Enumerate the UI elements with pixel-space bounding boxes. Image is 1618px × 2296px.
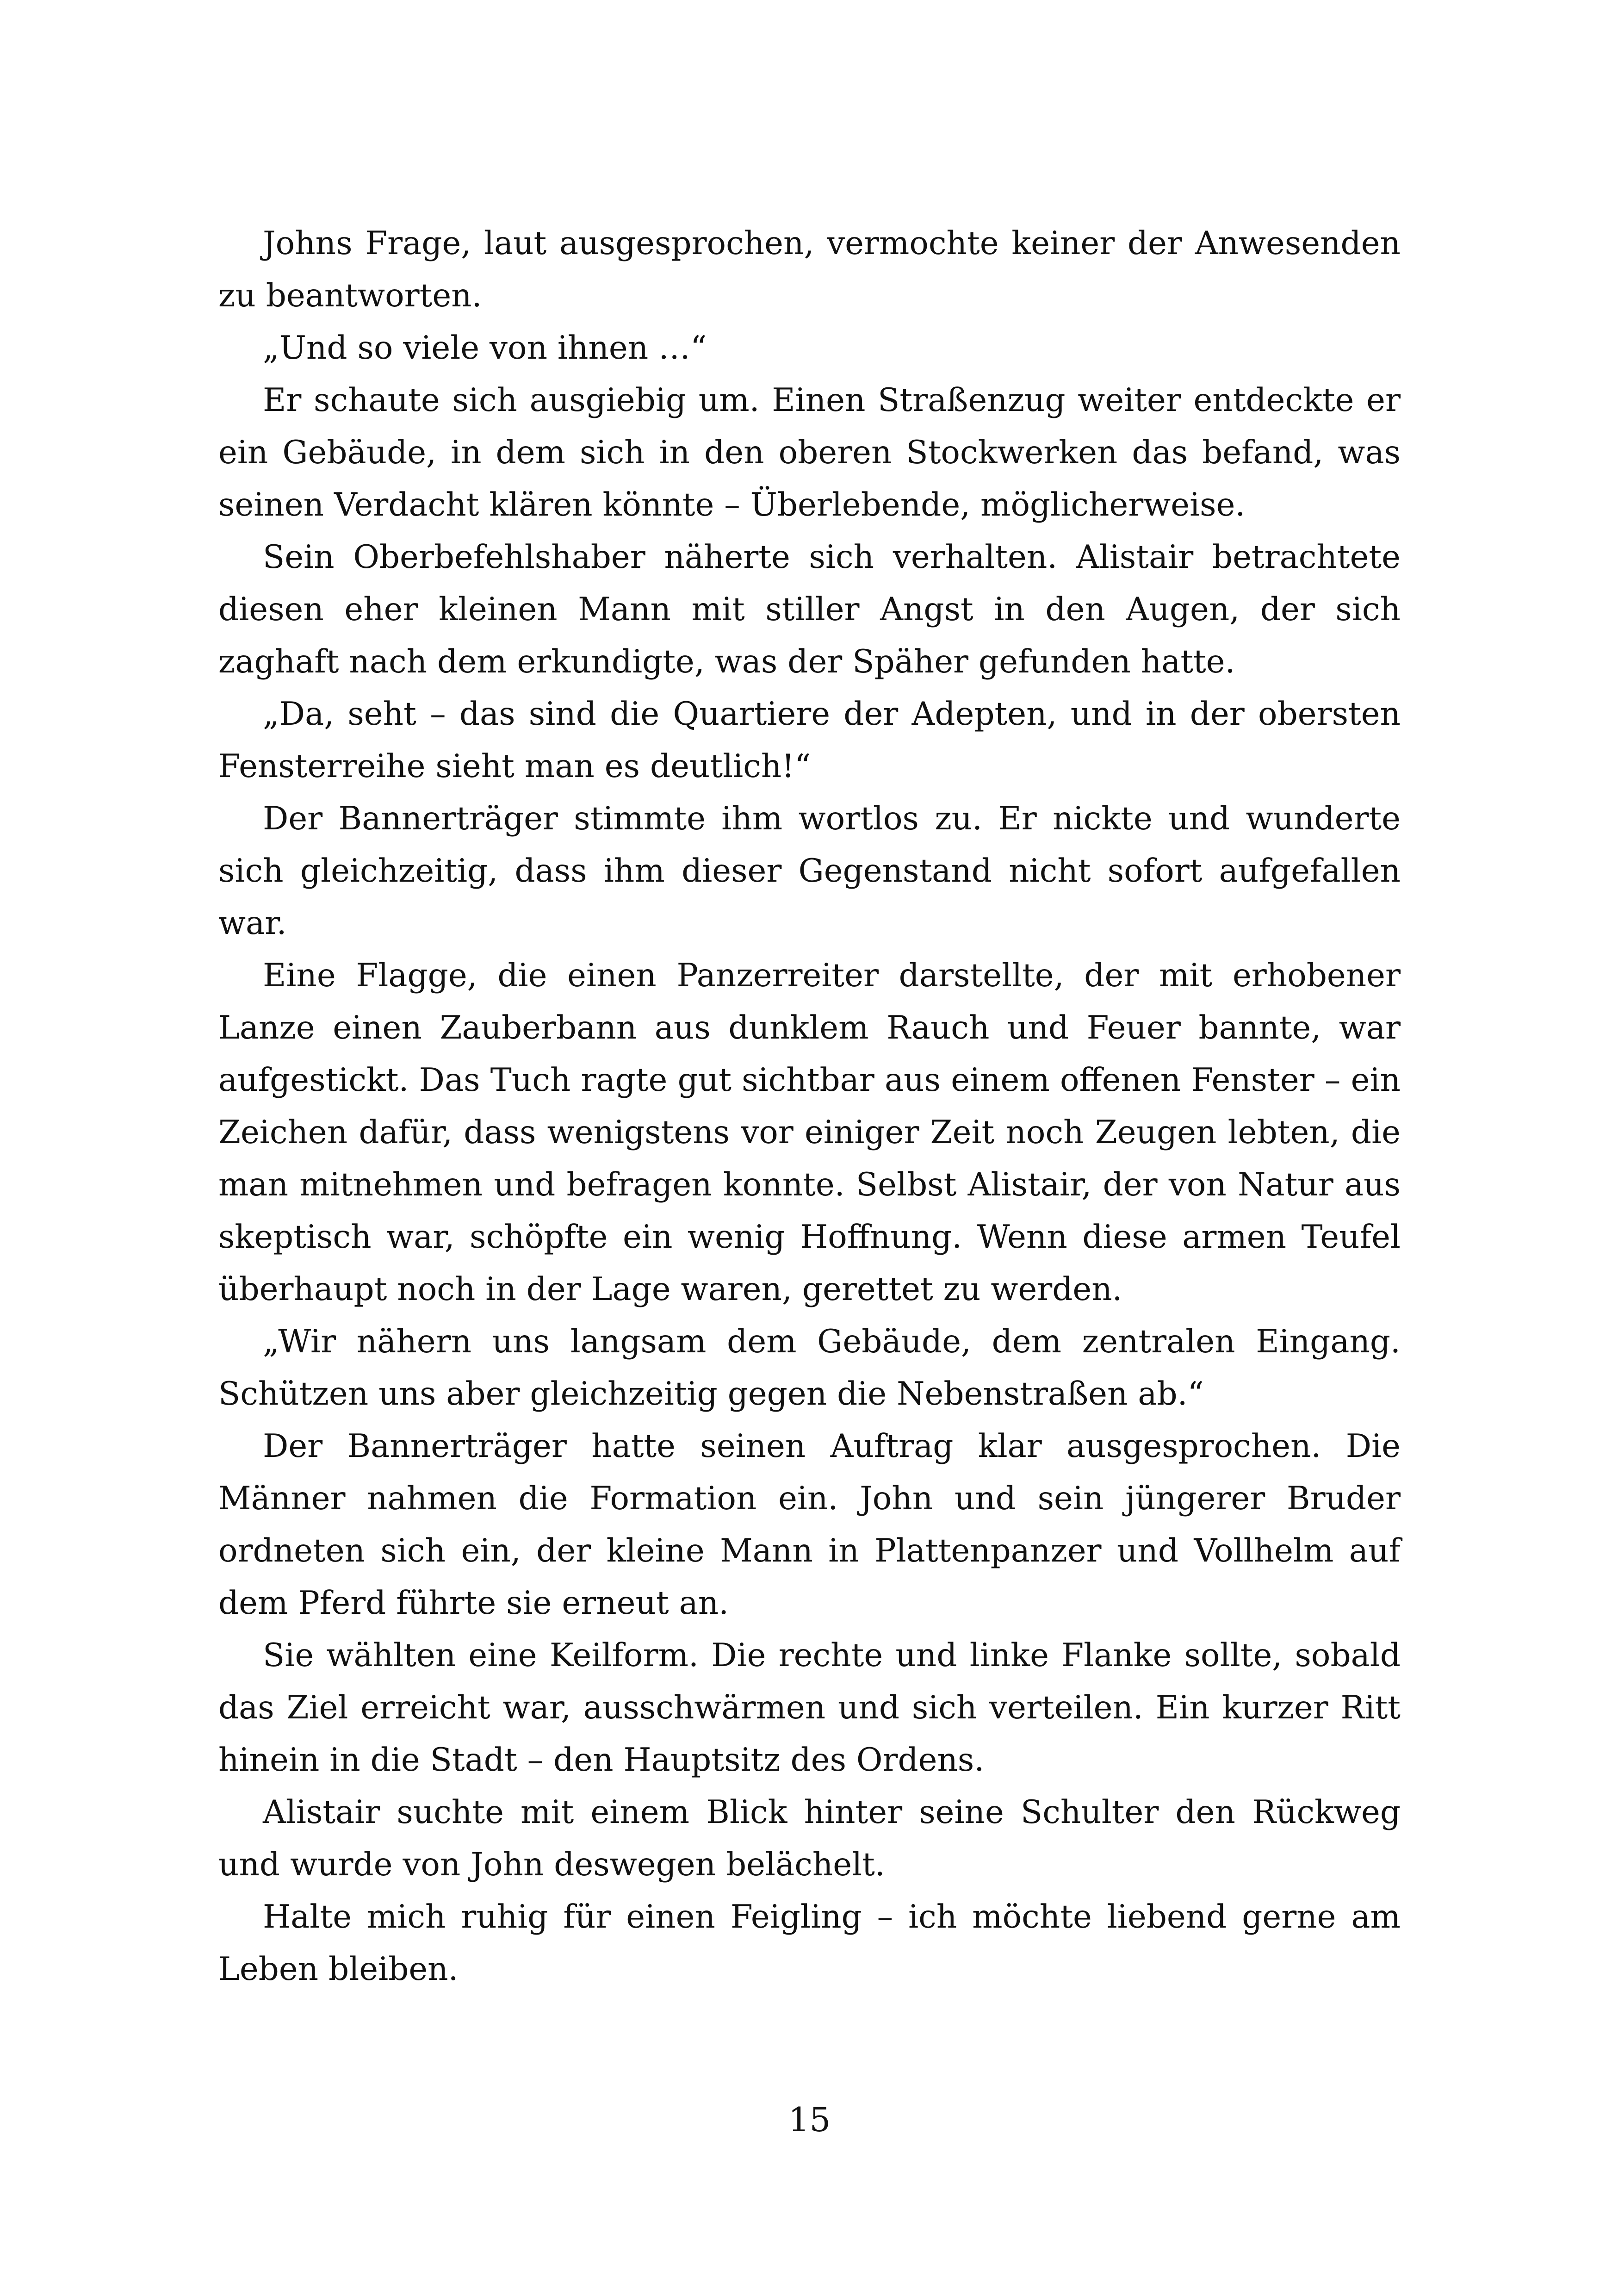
paragraph: „Und so viele von ihnen …“ xyxy=(263,330,707,367)
paragraph: Johns Frage, laut ausgesprochen, vermochte keiner der Anwesenden zu beantworten. xyxy=(218,225,1401,314)
paragraph: „Wir nähern uns langsam dem Gebäude, dem zentralen Eingang. Schützen uns aber gleichzeitig gegen die Nebenstraßen ab.“ xyxy=(218,1323,1401,1412)
paragraph: Er schaute sich ausgiebig um. Einen Straßenzug weiter entdeckte er ein Gebäude, in dem sich in den oberen Stockwerken das befand, was seinen Verdacht klären könnte – Überlebende, möglicherweise. xyxy=(218,382,1401,523)
paragraph: Alistair suchte mit einem Blick hinter seine Schulter den Rückweg und wurde von John deswegen belächelt. xyxy=(218,1794,1401,1883)
page-number: 15 xyxy=(788,2100,831,2139)
paragraph: Sie wählten eine Keilform. Die rechte und linke Flanke sollte, sobald das Ziel erreicht war, ausschwärmen und sich verteilen. Ein kurzer Ritt hinein in die Stadt – den Hauptsitz des Ordens. xyxy=(218,1637,1401,1779)
body-text xyxy=(218,218,1401,1996)
paragraph: Halte mich ruhig für einen Feigling – ich möchte liebend gerne am Leben bleiben. xyxy=(218,1898,1401,1988)
paragraph: Sein Oberbefehlshaber näherte sich verhalten. Alistair betrachtete diesen eher kleinen Mann mit stiller Angst in den Augen, der sich zaghaft nach dem erkundigte, was der Späher gefunden hatte. xyxy=(218,539,1401,680)
paragraph: Eine Flagge, die einen Panzerreiter darstellte, der mit erhobener Lanze einen Zauberbann aus dunklem Rauch und Feuer bannte, war aufgestickt. Das Tuch ragte gut sichtbar aus einem offenen Fenster – ein Zeichen dafür, dass wenigstens vor einiger Zeit noch Zeugen lebten, die man mitnehmen und befragen konnte. Selbst Alistair, der von Natur aus skeptisch war, schöpfte ein wenig Hoffnung. Wenn diese armen Teufel überhaupt noch in der Lage waren, gerettet zu werden. xyxy=(218,957,1401,1308)
book-page xyxy=(218,0,1401,2296)
paragraph: „Da, seht – das sind die Quartiere der Adepten, und in der obersten Fensterreihe sieht man es deutlich!“ xyxy=(218,696,1401,785)
paragraph: Der Bannerträger hatte seinen Auftrag klar ausgesprochen. Die Männer nahmen die Formation ein. John und sein jüngerer Bruder ordneten sich ein, der kleine Mann in Plattenpanzer und Vollhelm auf dem Pferd führte sie erneut an. xyxy=(218,1428,1401,1622)
paragraph: Der Bannerträger stimmte ihm wortlos zu. Er nickte und wunderte sich gleichzeitig, dass ihm dieser Gegenstand nicht sofort aufgefallen war. xyxy=(218,800,1401,942)
